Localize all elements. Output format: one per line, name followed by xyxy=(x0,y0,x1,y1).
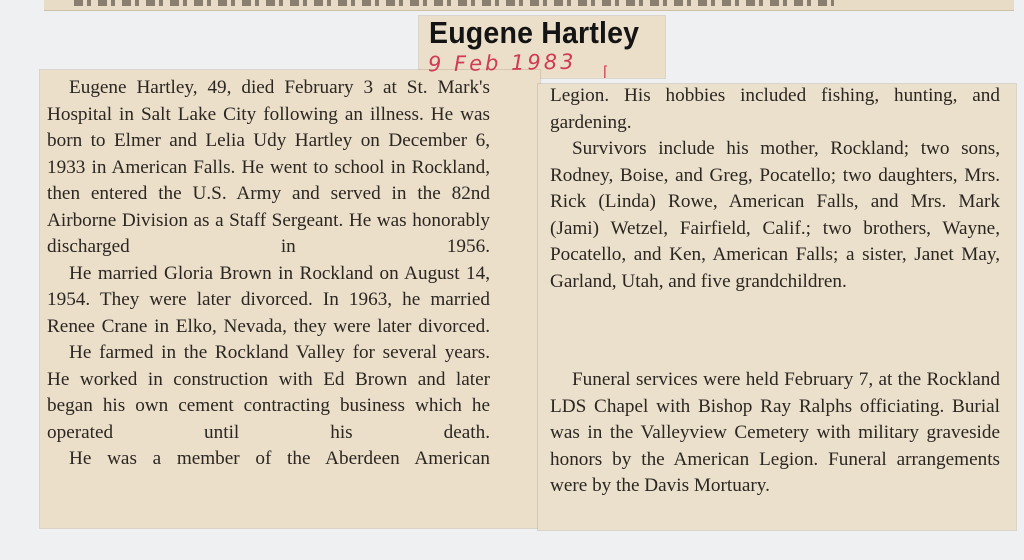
paragraph-career: He farmed in the Rockland Valley for several years. He worked in construction with Ed Brown and later began his own cement contracting business which he operated until his death. xyxy=(47,342,490,443)
previous-clipping-edge xyxy=(44,0,1014,11)
paragraph-membership-end: Legion. His hobbies included fishing, hunting, and gardening. xyxy=(550,85,1000,133)
handwritten-date: 9 Feb 1983 xyxy=(427,49,577,77)
paragraph-funeral: Funeral services were held February 7, at the Rockland LDS Chapel with Bishop Ray Ralphs officiating. Burial was in the Valleyview Cemetery with military graveside honors by the American Legion. Funeral arrangements were by the Davis Mortuary. xyxy=(550,369,1000,496)
right-column xyxy=(550,83,1000,496)
paragraph-survivors: Survivors include his mother, Rockland; two sons, Rodney, Boise, and Greg, Pocatello; two daughters, Mrs. Rick (Linda) Rowe, American Falls, and Mrs. Mark (Jami) Wetzel, Fairfield, Calif.; two brothers, Wayne, Pocatello, and Ken, American Falls; a sister, Janet May, Garland, Utah, and five grandchildren. xyxy=(550,138,1000,292)
paragraph-membership-start: He was a member of the Aberdeen American xyxy=(69,448,490,469)
left-column xyxy=(47,75,490,473)
funeral-section xyxy=(550,367,1000,500)
cut-off-text-line xyxy=(74,0,834,6)
paragraph-death-and-birth: Eugene Hartley, 49, died February 3 at St. Mark's Hospital in Salt Lake City following an illness. He was born to Elmer and Lelia Udy Hartley on December 6, 1933 in American Falls. He went to school in Rockland, then entered the U.S. Army and served in the 82nd Airborne Division as a Staff Sergeant. He was honorably discharged in 1956. xyxy=(47,77,490,257)
paragraph-marriages: He married Gloria Brown in Rockland on August 14, 1954. They were later divorced. In 1963, he married Renee Crane in Elko, Nevada, they were later divorced. xyxy=(47,262,490,337)
obituary-headline: Eugene Hartley xyxy=(429,15,640,50)
ink-mark-icon: ⌈ xyxy=(603,64,609,80)
